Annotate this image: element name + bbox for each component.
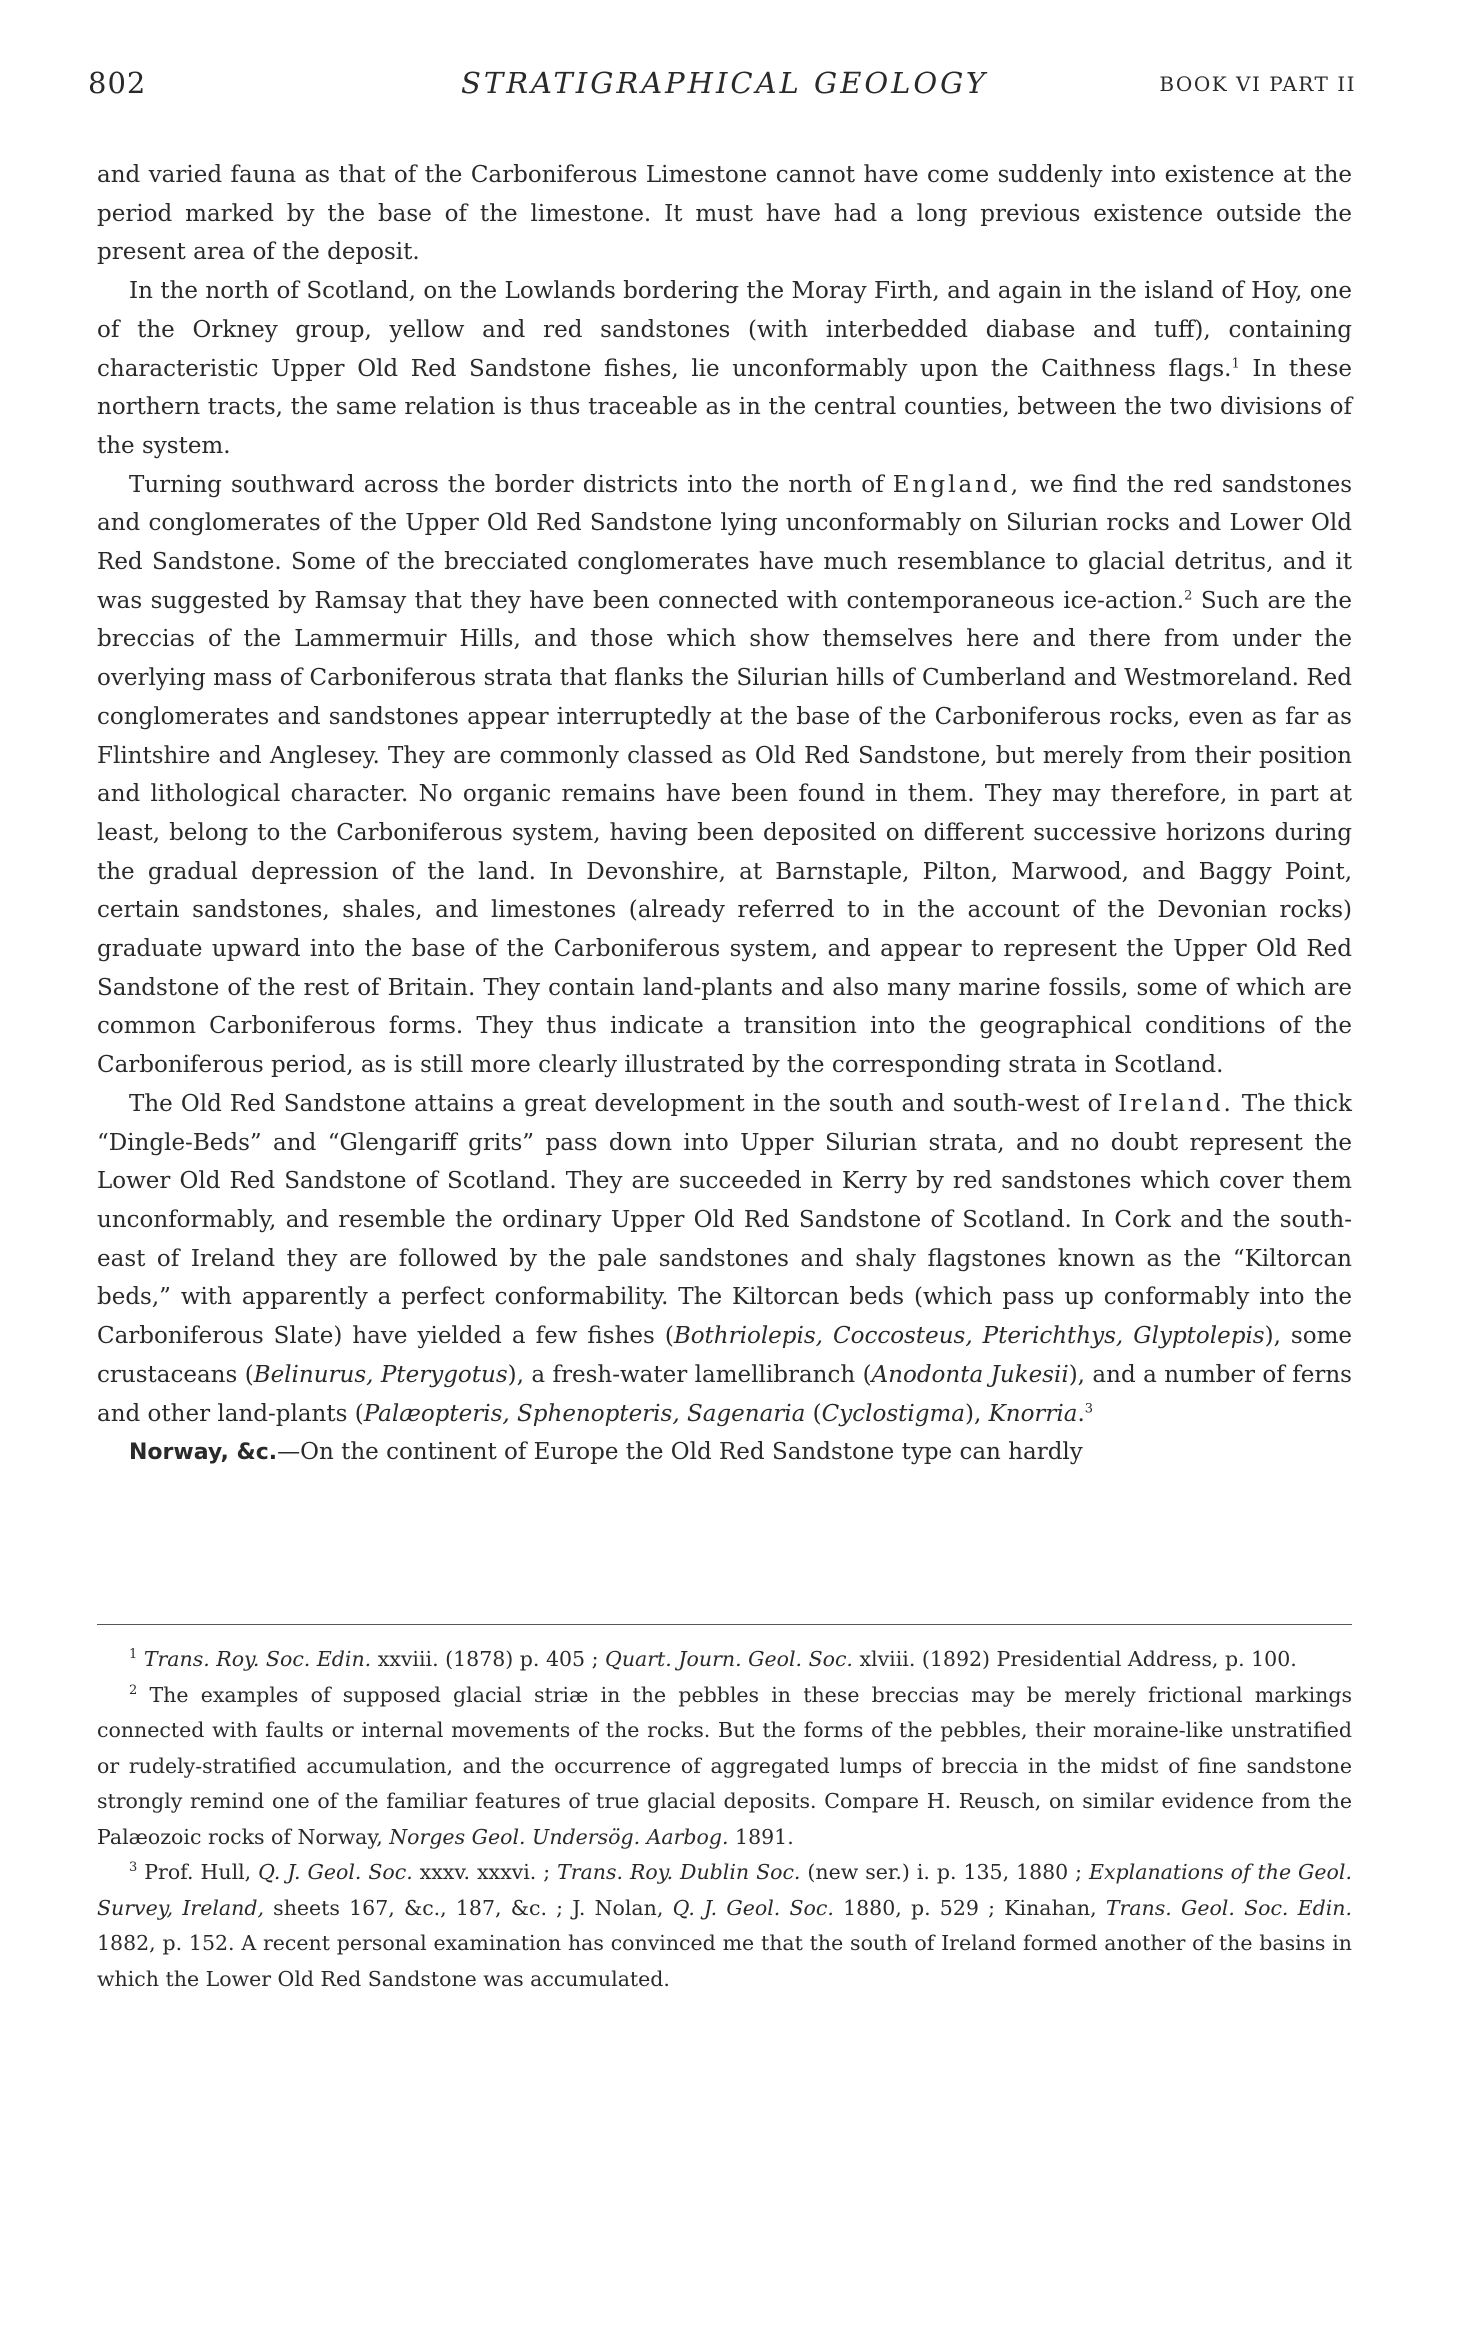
paragraph-1: and varied fauna as that of the Carboniferous Limestone cannot have come suddenly into existence at the period marked by the base of the limestone. It must have had a long previous existence outside the present area of the deposit. bbox=[97, 162, 1352, 266]
footnote-3: $^3$ Prof. Hull, Q. J. Geol. Soc. xxxv. xxxvi. ; Trans. Roy. Dublin Soc. (new ser.) i. p. 135, 1880 ; Explanations of the Geol. Survey, Ireland, sheets 167, &c., 187, &c. ; J. Nolan, Q. J. Geol. Soc. 1880, p. 529 ; Kinahan, Trans. Geol. Soc. Edin. 1882, p. 152. A recent personal examination has convinced me that the south of Ireland formed another of the basins in which the Lower Old Red Sandstone was accumulated. bbox=[97, 1860, 1352, 1991]
footnote-1: $^1$ Trans. Roy. Soc. Edin. xxviii. (1878) p. 405 ; Quart. Journ. Geol. Soc. xlviii. (1892) Presidential Address, p. 100. bbox=[129, 1647, 1297, 1671]
footnote-divider bbox=[97, 1624, 1352, 1625]
place-ireland: Ireland. bbox=[1118, 1090, 1234, 1117]
place-england: England, bbox=[892, 471, 1022, 498]
paragraph-5: Norway, &c.—On the continent of Europe the Old Red Sandstone type can hardly bbox=[129, 1439, 1083, 1466]
footnote-ref-1: 1 bbox=[1231, 355, 1240, 371]
footnote-ref-2: 2 bbox=[1184, 588, 1193, 604]
page-number: 802 bbox=[88, 66, 147, 100]
body-text bbox=[97, 156, 1352, 1473]
footnote-ref-3: 3 bbox=[1084, 1400, 1094, 1416]
running-title: STRATIGRAPHICAL GEOLOGY bbox=[461, 66, 988, 100]
paragraph-2: In the north of Scotland, on the Lowlands bordering the Moray Firth, and again in the island of Hoy, one of the Orkney group, yellow and red sandstones (with interbedded diabase and tuff), containing characteristic Upper Old Red Sandstone fishes, lie unconformably upon the Caithness flags.$^1$ In these northern tracts, the same relation is thus traceable as in the central counties, between the two divisions of the system. bbox=[97, 278, 1352, 459]
footnote-2: $^2$ The examples of supposed glacial striæ in the pebbles in these breccias may be merely frictional markings connected with faults or internal movements of the rocks. But the forms of the pebbles, their moraine-like unstratified or rudely-stratified accumulation, and the occurrence of aggregated lumps of breccia in the midst of fine sandstone strongly remind one of the familiar features of true glacial deposits. Compare H. Reusch, on similar evidence from the Palæozoic rocks of Norway, Norges Geol. Undersög. Aarbog. 1891. bbox=[97, 1682, 1352, 1849]
paragraph-4: The Old Red Sandstone attains a great development in the south and south-west of Ireland. The thick “Dingle-Beds” and “Glengariff grits” pass down into Upper Silurian strata, and no doubt represent the Lower Old Red Sandstone of Scotland. They are succeeded in Kerry by red sandstones which cover them unconformably, and resemble the ordinary Upper Old Red Sandstone of Scotland. In Cork and the south-east of Ireland they are followed by the pale sandstones and shaly flagstones known as the “Kiltorcan beds,” with apparently a perfect conformability. The Kiltorcan beds (which pass up conformably into the Carboniferous Slate) have yielded a few fishes (Bothriolepis, Coccosteus, Pterichthys, Glyptolepis), some crustaceans (Belinurus, Pterygotus), a fresh-water lamellibranch (Anodonta Jukesii), and a number of ferns and other land-plants (Palæopteris, Sphenopteris, Sagenaria (Cyclostigma), Knorria.$^3$ bbox=[97, 1090, 1352, 1427]
paragraph-3: Turning southward across the border districts into the north of England, we find the red sandstones and conglomerates of the Upper Old Red Sandstone lying unconformably on Silurian rocks and Lower Old Red Sandstone. Some of the brecciated conglomerates have much resemblance to glacial detritus, and it was suggested by Ramsay that they have been connected with contemporaneous ice-action.$^2$ Such are the breccias of the Lammermuir Hills, and those which show themselves here and there from under the overlying mass of Carboniferous strata that flanks the Silurian hills of Cumberland and Westmoreland. Red conglomerates and sandstones appear interruptedly at the base of the Carboniferous rocks, even as far as Flintshire and Anglesey. They are commonly classed as Old Red Sandstone, but merely from their position and lithological character. No organic remains have been found in them. They may therefore, in part at least, belong to the Carboniferous system, having been deposited on different successive horizons during the gradual depression of the land. In Devonshire, at Barnstaple, Pilton, Marwood, and Baggy Point, certain sandstones, shales, and limestones (already referred to in the account of the Devonian rocks) graduate upward into the base of the Carboniferous system, and appear to represent the Upper Old Red Sandstone of the rest of Britain. They contain land-plants and also many marine fossils, some of which are common Carboniferous forms. They thus indicate a transition into the geographical conditions of the Carboniferous period, as is still more clearly illustrated by the corresponding strata in Scotland. bbox=[97, 471, 1352, 1079]
book-part-label: BOOK VI PART II bbox=[1159, 72, 1356, 96]
running-head bbox=[88, 58, 1356, 104]
footnotes bbox=[97, 1642, 1352, 1997]
book-page bbox=[88, 58, 1356, 2328]
section-heading-norway: Norway, &c. bbox=[129, 1440, 278, 1466]
